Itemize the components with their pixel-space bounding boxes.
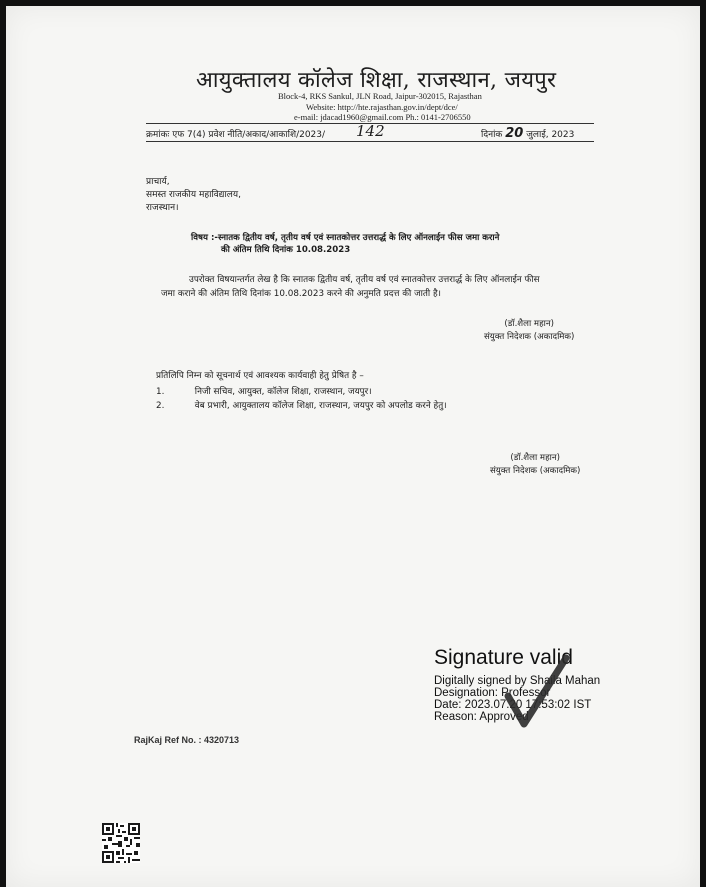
subject-line-2: की अंतिम तिथि दिनांक 10.08.2023 (221, 245, 351, 255)
body-line-2: जमा कराने की अंतिम तिथि दिनांक 10.08.2023 करने की अनुमति प्रदत्त की जाती है। (161, 289, 441, 299)
copy-item (156, 385, 372, 399)
copy-item-text: निजी सचिव, आयुक्त, कॉलेज शिक्षा, राजस्थान, जयपुर। (194, 387, 372, 397)
date-prefix: दिनांक (481, 130, 503, 140)
signature-reason: Reason: Approved (434, 711, 529, 723)
date-suffix: जुलाई, 2023 (526, 130, 575, 140)
signatory-block-1 (484, 318, 574, 344)
signatory-designation: संयुक्त निदेशक (अकादमिक) (490, 466, 581, 476)
copy-item-number: 2. (156, 401, 165, 411)
subject (191, 232, 499, 256)
copy-intro: प्रतिलिपि निम्न को सूचनार्थ एवं आवश्यक कार्यवाही हेतु प्रेषित है – (156, 371, 364, 381)
body-line-1: उपरोक्त विषयान्तर्गत लेख है कि स्नातक द्वितीय वर्ष, तृतीय वर्ष एवं स्नातकोत्तर उत्तरार्द्ध के लिए ऑनलाईन फीस (189, 275, 540, 285)
document-page (6, 6, 700, 887)
office-address: Block-4, RKS Sankul, JLN Road, Jaipur-302015, Rajasthan (278, 91, 482, 101)
copy-item-number: 1. (156, 387, 165, 397)
signatory-name: (डॉ.शैला महान) (504, 319, 554, 329)
rajkaj-reference: RajKaj Ref No. : 4320713 (134, 735, 240, 745)
signature-signed-by: Digitally signed by Shaila Mahan (434, 675, 601, 687)
office-title: आयुक्तालय कॉलेज शिक्षा, राजस्थान, जयपुर (196, 68, 557, 93)
reference-handwritten-number: 142 (356, 122, 385, 140)
letter-date (481, 126, 574, 141)
copy-item-text: वेब प्रभारी, आयुक्तालय कॉलेज शिक्षा, राजस्थान, जयपुर को अपलोड करने हेतु। (194, 401, 447, 411)
office-contact: e-mail: jdacad1960@gmail.com Ph.: 0141-2706550 (294, 112, 471, 122)
signature-designation: Designation: Professor (434, 687, 551, 699)
signatory-block-2 (490, 452, 580, 478)
subject-line-1: विषय :-स्नातक द्वितीय वर्ष, तृतीय वर्ष एवं स्नातकोत्तर उत्तरार्द्ध के लिए ऑनलाईन फीस जमा कराने (191, 233, 500, 243)
signature-valid-heading: Signature valid (434, 646, 573, 669)
addressee-line-1: प्राचार्य, (146, 177, 170, 187)
addressee-line-2: समस्त राजकीय महाविद्यालय, (146, 190, 241, 200)
letter-body (161, 273, 540, 301)
signature-check-icon (504, 654, 570, 732)
signatory-name: (डॉ.शैला महान) (510, 453, 560, 463)
date-handwritten-day: 20 (505, 126, 524, 141)
header-rule-bottom (146, 141, 594, 142)
qr-code-icon (102, 823, 140, 863)
signature-date: Date: 2023.07.20 17:53:02 IST (434, 699, 592, 711)
addressee-line-3: राजस्थान। (146, 203, 179, 213)
reference-number: क्रमांकः एफ 7(4) प्रवेश नीति/अकाद/आकाशि/2023/ (146, 130, 326, 140)
signatory-designation: संयुक्त निदेशक (अकादमिक) (484, 332, 575, 342)
office-website: Website: http://hte.rajasthan.gov.in/dept/dce/ (306, 102, 458, 112)
copy-item (156, 399, 447, 413)
